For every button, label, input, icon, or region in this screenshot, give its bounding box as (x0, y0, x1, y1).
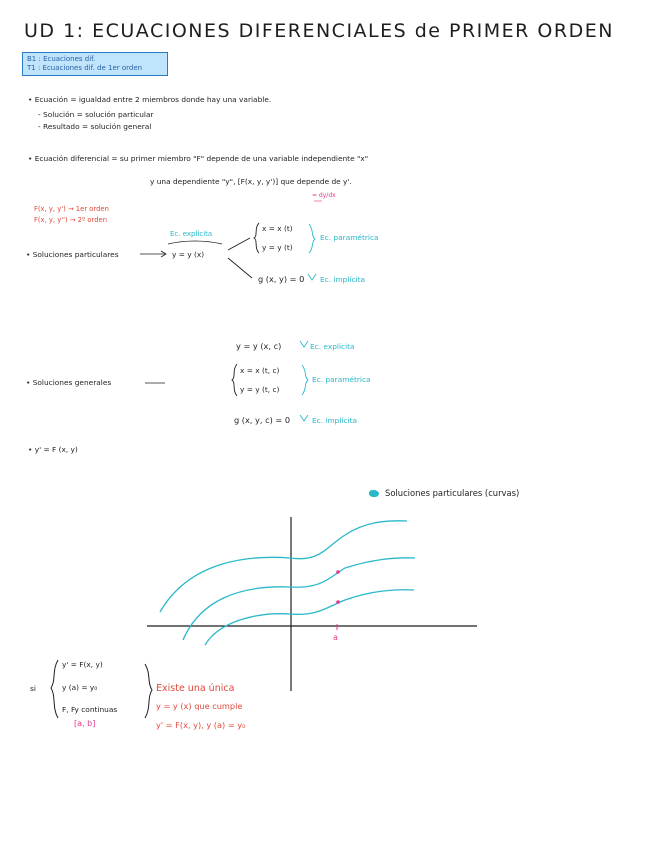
page-title: UD 1: ECUACIONES DIFERENCIALES de PRIMER ORDEN (24, 20, 614, 42)
theorem-interval: [a, b] (74, 719, 96, 728)
solucion-line: - Solución = solución particular (38, 110, 154, 119)
particulares-label: • Soluciones particulares (26, 250, 119, 259)
yprime-line: • y' = F (x, y) (28, 445, 78, 454)
theorem-si: si (30, 684, 36, 693)
generales-label: • Soluciones generales (26, 378, 112, 387)
generales-right-brace (302, 365, 308, 395)
theorem-cond-2: y (a) = y₀ (62, 683, 98, 692)
dydx-note: = dy/dx (312, 192, 336, 199)
particulares-param-1: x = x (t) (262, 224, 293, 233)
theorem-right-brace (145, 664, 152, 718)
resultado-line: - Resultado = solución general (38, 122, 152, 131)
order-second: F(x, y, y'') → 2º orden (34, 216, 108, 224)
point-curve-3 (336, 600, 340, 604)
generales-left-brace (232, 364, 237, 396)
explicita-brace (168, 241, 222, 244)
tag-line-1: B1 : Ecuaciones dif. (27, 55, 96, 63)
particulares-explicita: y = y (x) (172, 250, 205, 259)
generales-explicita: y = y (x, c) (236, 341, 282, 351)
order-first: F(x, y, y') → 1er orden (34, 205, 109, 213)
generales-param-1: x = x (t, c) (240, 366, 280, 375)
theorem-result-3: y' = F(x, y), y (a) = y₀ (156, 720, 246, 730)
solution-curve-1 (160, 521, 407, 612)
particulares-param-2: y = y (t) (262, 243, 293, 252)
generales-param-2: y = y (t, c) (240, 385, 280, 394)
point-curve-2 (336, 570, 340, 574)
generales-implicita-label: Ec. implícita (312, 416, 358, 425)
particulares-right-brace (309, 224, 315, 253)
point-a-label: a (333, 633, 338, 642)
particulares-implicita: g (x, y) = 0 (258, 274, 305, 284)
theorem-result-1: Existe una única (156, 683, 235, 694)
ec-diferencial-line-2: y una dependiente "y", [F(x, y, y')] que depende de y'. (150, 177, 352, 186)
solution-curve-2 (183, 558, 415, 640)
theorem-left-brace (51, 660, 58, 718)
theorem-cond-1: y' = F(x, y) (62, 660, 103, 669)
particulares-param-label: Ec. paramétrica (320, 233, 379, 242)
particulares-left-brace (254, 223, 259, 253)
tag-line-2: T1 : Ecuaciones dif. de 1er orden (27, 64, 143, 72)
particulares-explicita-label: Ec. explícita (170, 230, 213, 238)
particulares-implicita-label: Ec. implícita (320, 275, 366, 284)
generales-explicita-label: Ec. explícita (310, 342, 355, 351)
ecuacion-definition: • Ecuación = igualdad entre 2 miembros donde hay una variable. (28, 95, 272, 104)
solution-curve-3 (205, 590, 414, 645)
generales-param-label: Ec. paramétrica (312, 375, 371, 384)
branch-up (228, 238, 250, 250)
theorem-result-2: y = y (x) que cumple (156, 701, 243, 711)
branch-down (228, 258, 252, 278)
theorem-cond-3: F, Fy continuas (62, 705, 118, 714)
graph-legend-text: Soluciones particulares (curvas) (385, 488, 520, 498)
ec-diferencial-line-1: • Ecuación diferencial = su primer miembro "F" depende de una variable independiente "x" (28, 154, 369, 163)
generales-implicita: g (x, y, c) = 0 (234, 415, 291, 425)
